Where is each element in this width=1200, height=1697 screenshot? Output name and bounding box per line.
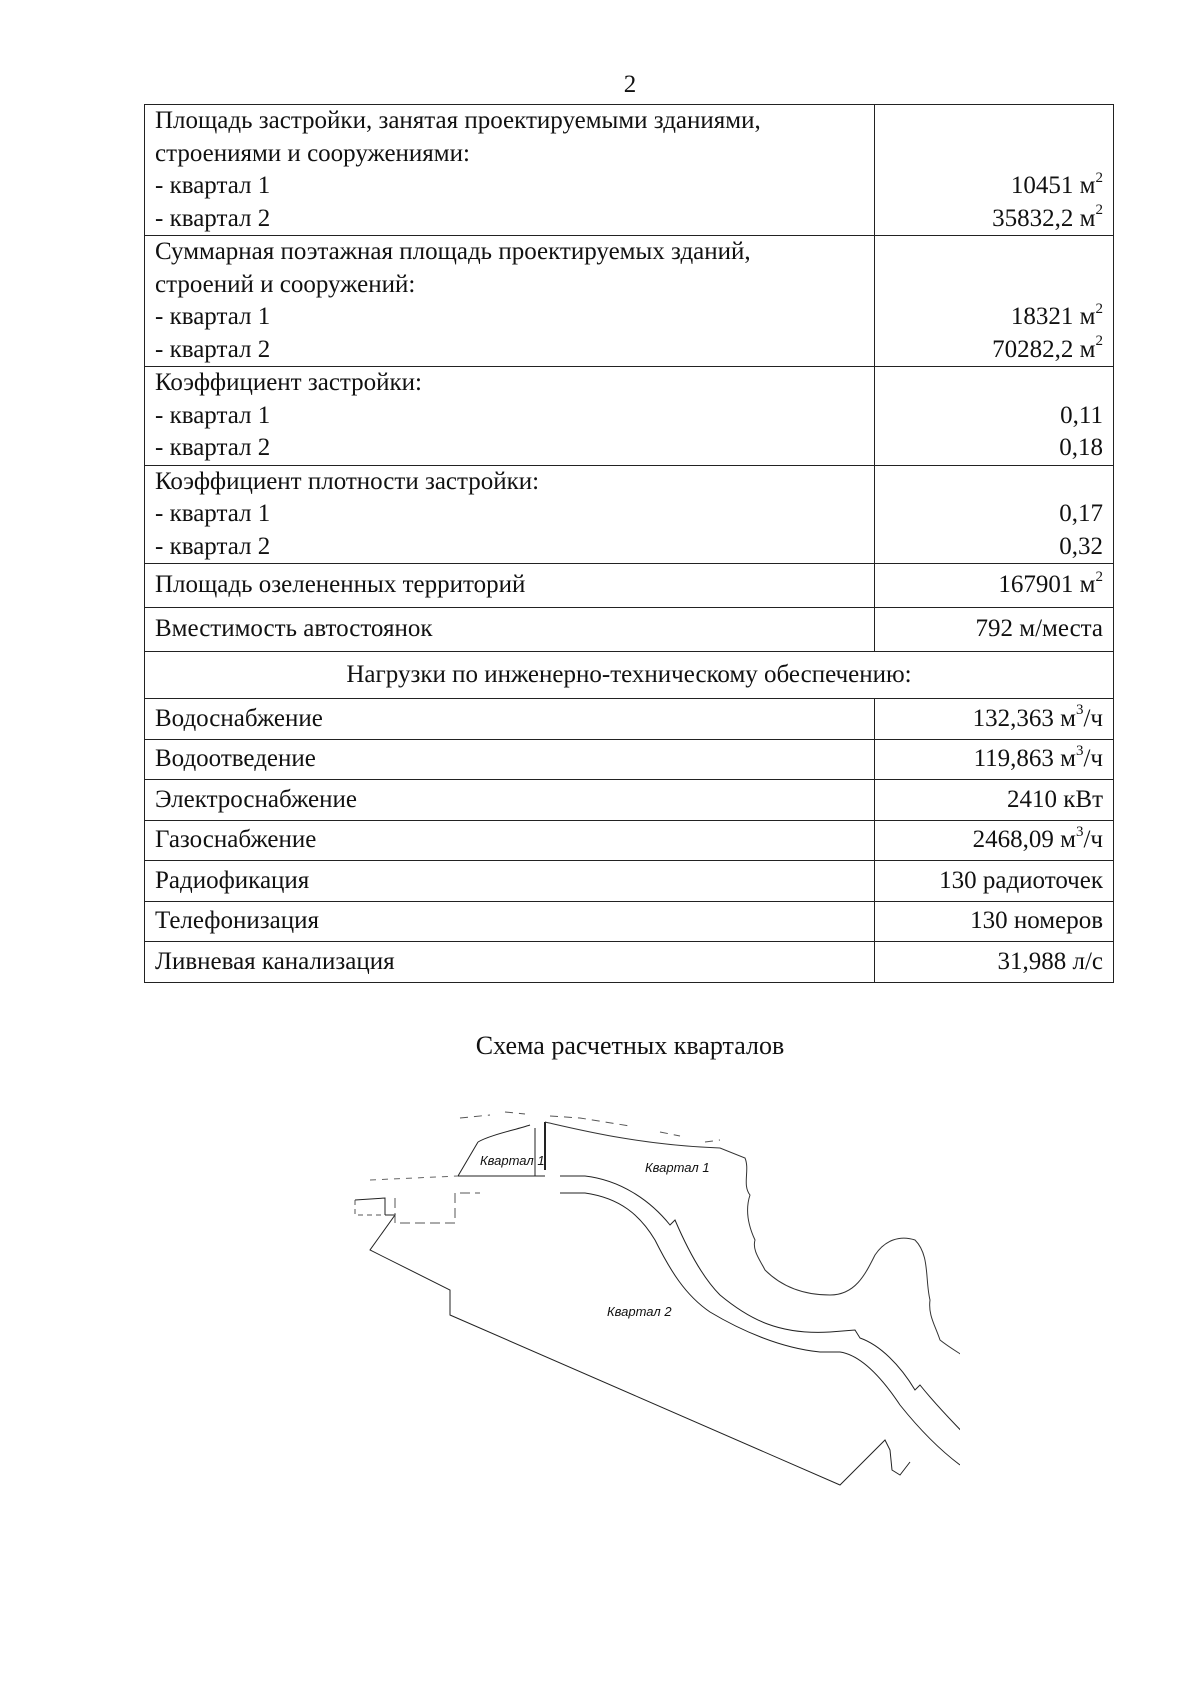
parameters-table	[144, 104, 1114, 983]
row-value: 18321 $м^2$ 70282,2 $м^2$	[875, 236, 1114, 367]
row-label: Ливневая канализация	[145, 942, 875, 983]
row-value: 31,988 л/с	[875, 942, 1114, 983]
row-label: Суммарная поэтажная площадь проектируемых зданий, строений и сооружений: - квартал 1 - квартал 2	[145, 236, 875, 367]
table-row	[145, 465, 1114, 564]
row-label: Водоснабжение	[145, 699, 875, 740]
row-value: 792 м/места	[875, 608, 1114, 652]
row-value: 167901 $м^2$	[875, 564, 1114, 608]
table-row	[145, 780, 1114, 821]
map-label-quarter-1: Квартал 1	[645, 1160, 710, 1175]
row-value: 132,363 $м^3/ч$	[875, 699, 1114, 740]
row-value: 0,17 0,32	[875, 465, 1114, 564]
section-header: Нагрузки по инженерно-техническому обеспечению:	[145, 652, 1114, 699]
row-label: Коэффициент плотности застройки: - квартал 1 - квартал 2	[145, 465, 875, 564]
row-label: Вместимость автостоянок	[145, 608, 875, 652]
table-row	[145, 699, 1114, 740]
table-row	[145, 739, 1114, 780]
row-value: 0,11 0,18	[875, 367, 1114, 466]
page-number: 2	[623, 71, 637, 98]
row-value: 2468,09 $м^3/ч$	[875, 820, 1114, 861]
section-header-row	[145, 652, 1114, 699]
row-label: Газоснабжение	[145, 820, 875, 861]
table-row	[145, 820, 1114, 861]
row-value: 130 номеров	[875, 901, 1114, 942]
map-drawing	[340, 1090, 960, 1510]
table-row	[145, 236, 1114, 367]
table-row	[145, 564, 1114, 608]
table-row	[145, 608, 1114, 652]
scheme-title: Схема расчетных кварталов	[475, 1031, 785, 1060]
table-row	[145, 367, 1114, 466]
table-row	[145, 861, 1114, 902]
table-row	[145, 901, 1114, 942]
row-value: 10451 $м^2$ 35832,2 $м^2$	[875, 105, 1114, 236]
row-label: Водоотведение	[145, 739, 875, 780]
row-label: Площадь озелененных территорий	[145, 564, 875, 608]
quarters-scheme-map	[340, 1090, 960, 1510]
row-value: 2410 кВт	[875, 780, 1114, 821]
table-row	[145, 105, 1114, 236]
row-label: Радиофикация	[145, 861, 875, 902]
row-label: Электроснабжение	[145, 780, 875, 821]
row-value: 130 радиоточек	[875, 861, 1114, 902]
map-label-quarter-1-small: Квартал 1	[480, 1153, 545, 1168]
row-label: Телефонизация	[145, 901, 875, 942]
row-value: 119,863 $м^3/ч$	[875, 739, 1114, 780]
row-label: Коэффициент застройки: - квартал 1 - квартал 2	[145, 367, 875, 466]
table-row	[145, 942, 1114, 983]
map-label-quarter-2: Квартал 2	[607, 1304, 672, 1319]
row-label: Площадь застройки, занятая проектируемыми зданиями, строениями и сооружениями: - квартал 1 - квартал 2	[145, 105, 875, 236]
